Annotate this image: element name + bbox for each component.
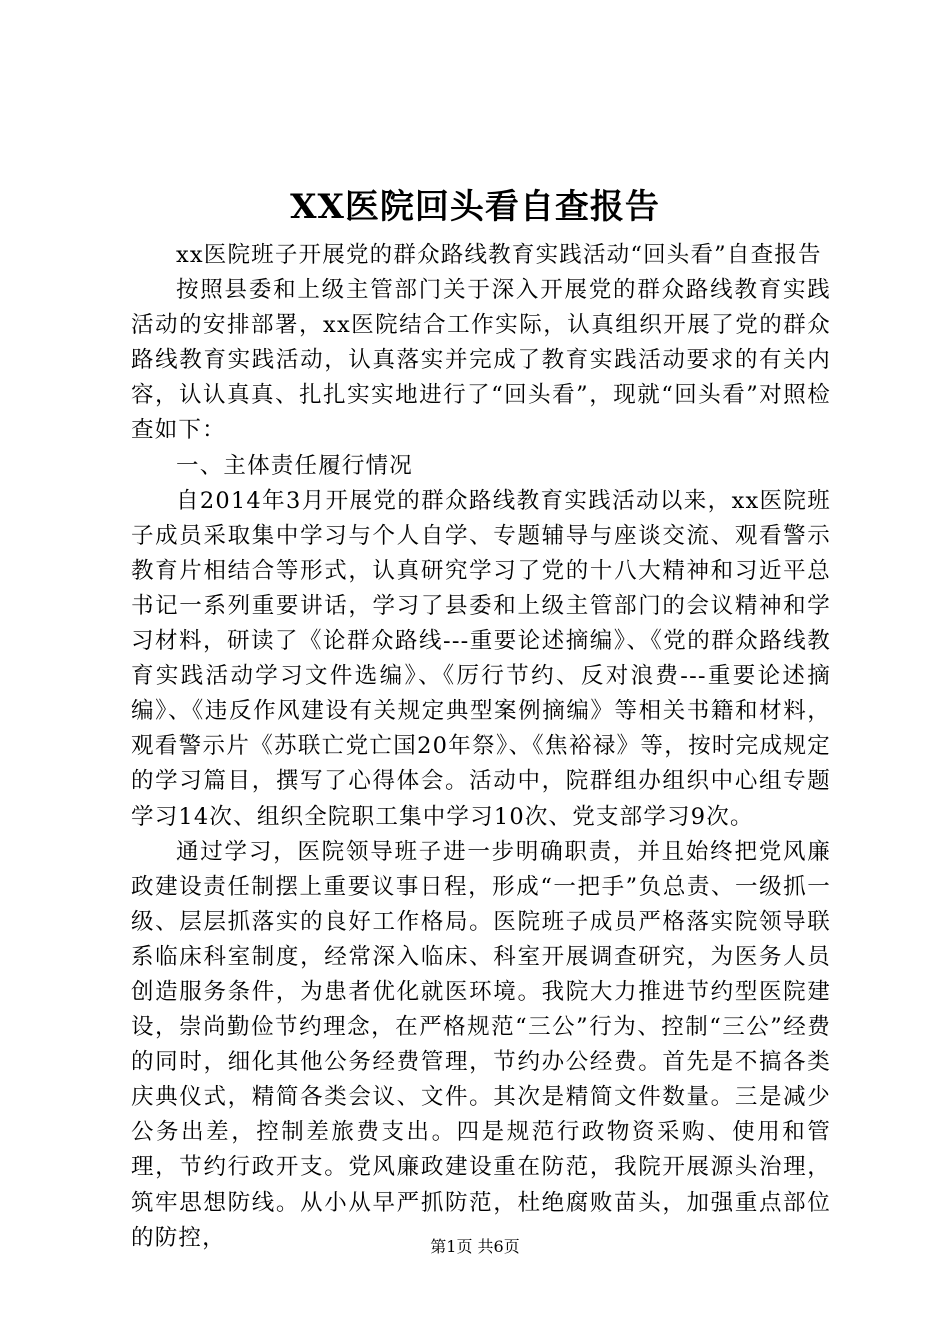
document-title: XX医院回头看自查报告	[290, 187, 660, 227]
section-heading: 一、主体责任履行情况	[176, 452, 414, 479]
paragraph-study: 自2014年3月开展党的群众路线教育实践活动以来，xx医院班子成员采取集中学习与个人自学、专题辅导与座谈交流、观看警示教育片相结合等形式，认真研究学习了党的十八大精神和习近平总书记一系列重要讲话，学习了县委和上级主管部门的会议精神和学习材料，研读了《论群众路线---重要论述摘编》、《党的群众路线教育实践活动学习文件选编》、《厉行节约、反对浪费---重要论述摘编》、《违反作风建设有关规定典型案例摘编》等相关书籍和材料，观看警示片《苏联亡党亡国20年祭》、《焦裕禄》等，按时完成规定的学习篇目，撰写了心得体会。活动中，院群组办组织中心组专题学习14次、组织全院职工集中学习10次、党支部学习9次。	[131, 487, 831, 830]
page-footer: 第1页 共6页	[430, 1237, 520, 1256]
paragraph-responsibility: 通过学习，医院领导班子进一步明确职责，并且始终把党风廉政建设责任制摆上重要议事日程，形成“一把手”负总责、一级抓一级、层层抓落实的良好工作格局。医院班子成员严格落实院领导联系临床科室制度，经常深入临床、科室开展调查研究，为医务人员创造服务条件，为患者优化就医环境。我院大力推进节约型医院建设，崇尚勤俭节约理念，在严格规范“三公”行为、控制“三公”经费的同时，细化其他公务经费管理，节约办公经费。首先是不搞各类庆典仪式，精简各类会议、文件。其次是精简文件数量。三是减少公务出差，控制差旅费支出。四是规范行政物资采购、使用和管理，节约行政开支。党风廉政建设重在防范，我院开展源头治理，筑牢思想防线。从小从早严抓防范，杜绝腐败苗头，加强重点部位的防控，	[131, 838, 831, 1251]
paragraph-subtitle: xx医院班子开展党的群众路线教育实践活动“回头看”自查报告	[176, 242, 822, 268]
paragraph-intro: 按照县委和上级主管部门关于深入开展党的群众路线教育实践活动的安排部署，xx医院结合工作实际，认真组织开展了党的群众路线教育实践活动，认真落实并完成了教育实践活动要求的有关内容，认认真真、扎扎实实地进行了“回头看”，现就“回头看”对照检查如下：	[131, 277, 831, 444]
document-body	[131, 238, 831, 1256]
